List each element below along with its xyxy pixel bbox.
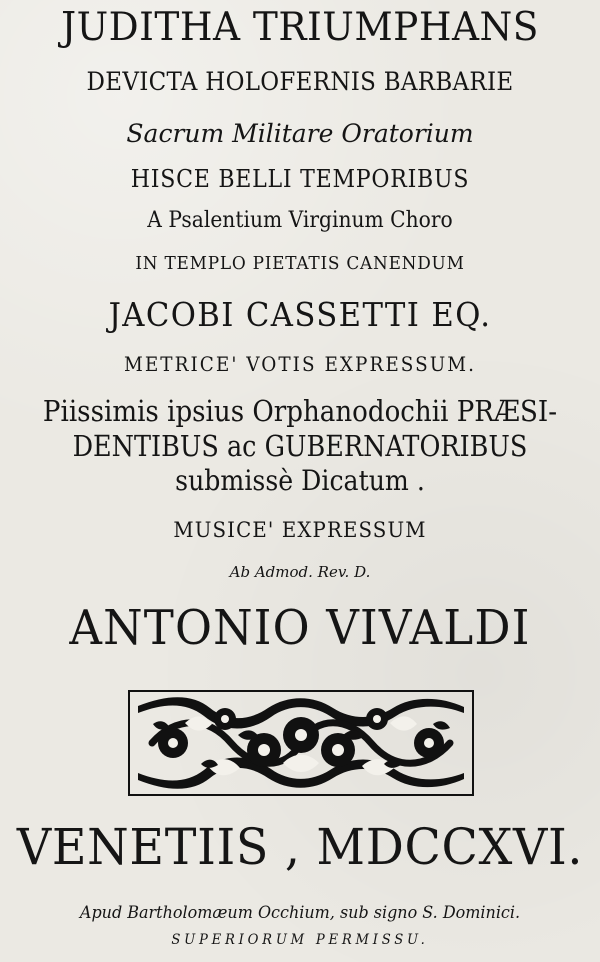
author-line: JACOBI CASSETTI EQ. [108,295,492,334]
dedication-line-2: DENTIBUS ac GUBERNATORIBUS [72,429,528,463]
choir-line: A Psalentium Virginum Choro [147,208,453,233]
printer-line: Apud Bartholomæum Occhium, sub signo S. Dominici. [79,903,521,923]
permission-line: SUPERIORUM PERMISSU. [171,932,429,948]
times-line: HISCE BELLI TEMPORIBUS [130,165,470,193]
composer-name: ANTONIO VIVALDI [69,600,531,656]
subtitle-line: DEVICTA HOLOFERNIS BARBARIE [86,67,514,96]
temple-line: IN TEMPLO PIETATIS CANENDUM [135,253,465,274]
dedication-line-3: submissè Dicatum . [175,464,425,497]
metric-line: METRICE' VOTIS EXPRESSUM. [123,352,477,376]
main-title: JUDITHA TRIUMPHANS [61,5,539,50]
oratorio-description: Sacrum Militare Oratorium [126,119,474,148]
dedication-line-1: Piissimis ipsius Orphanodochii PRÆSI- [42,394,558,428]
place-date-line: VENETIIS , MDCCXVI. [16,818,584,876]
music-line: MUSICE' EXPRESSUM [173,518,427,542]
composer-prefix: Ab Admod. Rev. D. [229,563,371,581]
floral-ornament-icon [128,690,474,796]
